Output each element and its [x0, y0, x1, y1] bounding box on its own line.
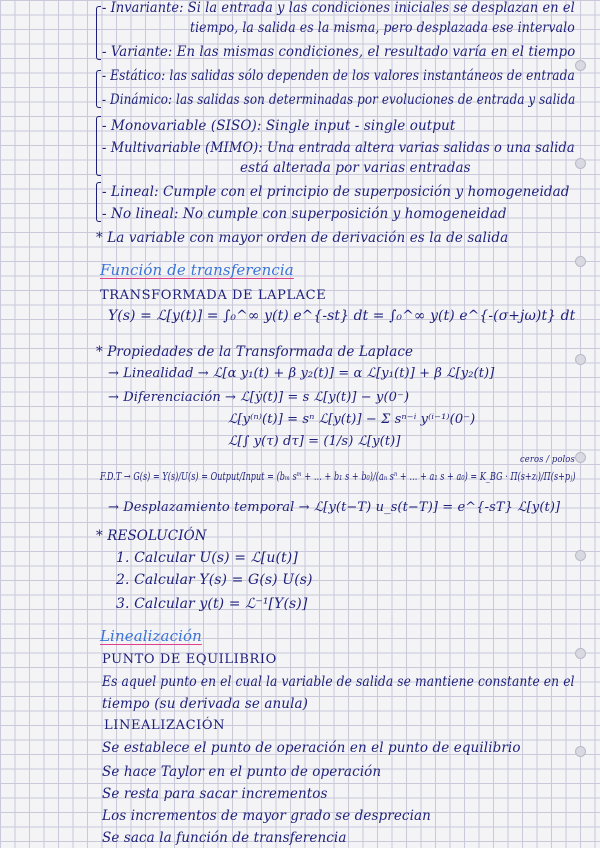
note-line: * La variable con mayor orden de derivación es la de salida — [96, 230, 509, 246]
linearization-step: Se hace Taylor en el punto de operación — [102, 764, 382, 780]
derivative-property: → Diferenciación → ℒ[ẏ(t)] = s ℒ[y(t)] − y(0⁻) — [108, 390, 410, 405]
integral-property: ℒ[∫ y(τ) dτ] = (1/s) ℒ[y(t)] — [228, 434, 401, 449]
brace-invariant — [96, 6, 101, 60]
binder-holes — [576, 0, 586, 848]
note-line: - Monovariable (SISO): Single input - single output — [102, 118, 456, 134]
linearization-step: Se resta para sacar incrementos — [102, 786, 328, 802]
note-line: - Variante: En las mismas condiciones, el resultado varía en el tiempo — [102, 44, 576, 60]
linearization-step: Se establece el punto de operación en el punto de equilibrio — [102, 740, 521, 756]
note-line: está alterada por varias entradas — [240, 160, 471, 176]
resolution-heading: * RESOLUCIÓN — [96, 528, 207, 544]
linearization-step: Se saca la función de transferencia — [102, 830, 347, 846]
binder-hole — [575, 550, 586, 561]
subsection-heading: PUNTO DE EQUILIBRIO — [102, 652, 277, 667]
equilibrium-text: Es aquel punto en el cual la variable de salida se mantiene constante en el — [102, 674, 575, 690]
note-line: - Multivariable (MIMO): Una entrada altera varias salidas o una salida — [102, 140, 575, 156]
resolution-step: 3. Calcular y(t) = ℒ⁻¹[Y(s)] — [116, 596, 308, 612]
note-line: - Invariante: Si la entrada y las condiciones iniciales se desplazan en el — [102, 0, 575, 16]
binder-hole — [575, 452, 586, 463]
binder-hole — [575, 256, 586, 267]
linearity-property: → Linealidad → ℒ[α y₁(t) + β y₂(t)] = α ℒ[y₁(t)] + β ℒ[y₂(t)] — [108, 366, 495, 381]
section-heading: Función de transferencia — [100, 261, 294, 279]
note-line: - Estático: las salidas sólo dependen de los valores instantáneos de entrada — [102, 68, 575, 84]
binder-hole — [575, 60, 586, 71]
laplace-formula: Y(s) = ℒ[y(t)] = ∫₀^∞ y(t) e^{-st} dt = ∫₀^∞ y(t) e^{-(σ+jω)t} dt — [108, 308, 576, 324]
subsection-heading: LINEALIZACIÓN — [104, 718, 226, 733]
section-heading: Linealización — [100, 627, 202, 645]
properties-heading: * Propiedades de la Transformada de Laplace — [96, 344, 414, 360]
binder-hole — [575, 746, 586, 757]
binder-hole — [575, 648, 586, 659]
binder-hole — [575, 354, 586, 365]
subsection-heading: TRANSFORMADA DE LAPLACE — [100, 288, 327, 303]
zeros-poles-note: ceros / polos — [520, 455, 575, 465]
resolution-step: 1. Calcular U(s) = ℒ[u(t)] — [116, 550, 298, 566]
resolution-step: 2. Calcular Y(s) = G(s) U(s) — [116, 572, 313, 588]
brace-siso — [96, 116, 101, 176]
note-line: - No lineal: No cumple con superposición y homogeneidad — [102, 206, 507, 222]
brace-static — [96, 70, 101, 108]
linearization-step: Los incrementos de mayor grado se desprecian — [102, 808, 431, 824]
equilibrium-text: tiempo (su derivada se anula) — [102, 696, 309, 712]
binder-hole — [575, 158, 586, 169]
note-line: - Lineal: Cumple con el principio de superposición y homogeneidad — [102, 184, 570, 200]
brace-linear — [96, 182, 101, 222]
time-shift-property: → Desplazamiento temporal → ℒ[y(t−T) u_s(t−T)] = e^{-sT} ℒ[y(t)] — [108, 500, 561, 515]
derivative-n-property: ℒ[y⁽ⁿ⁾(t)] = sⁿ ℒ[y(t)] − Σ sⁿ⁻ⁱ y⁽ⁱ⁻¹⁾(0⁻) — [228, 412, 476, 427]
transfer-function-formula: F.D.T → G(s) = Y(s)/U(s) = Output/Input = (bₘ sᵐ + … + b₁ s + b₀)/(aₙ sⁿ + … + a₁ s + a₀) = K_BG · Π(s+zᵢ)/Π(s+pⱼ) — [100, 469, 576, 483]
note-line: tiempo, la salida es la misma, pero desplazada ese intervalo — [190, 20, 575, 36]
note-line: - Dinámico: las salidas son determinadas por evoluciones de entrada y salida — [102, 92, 576, 108]
